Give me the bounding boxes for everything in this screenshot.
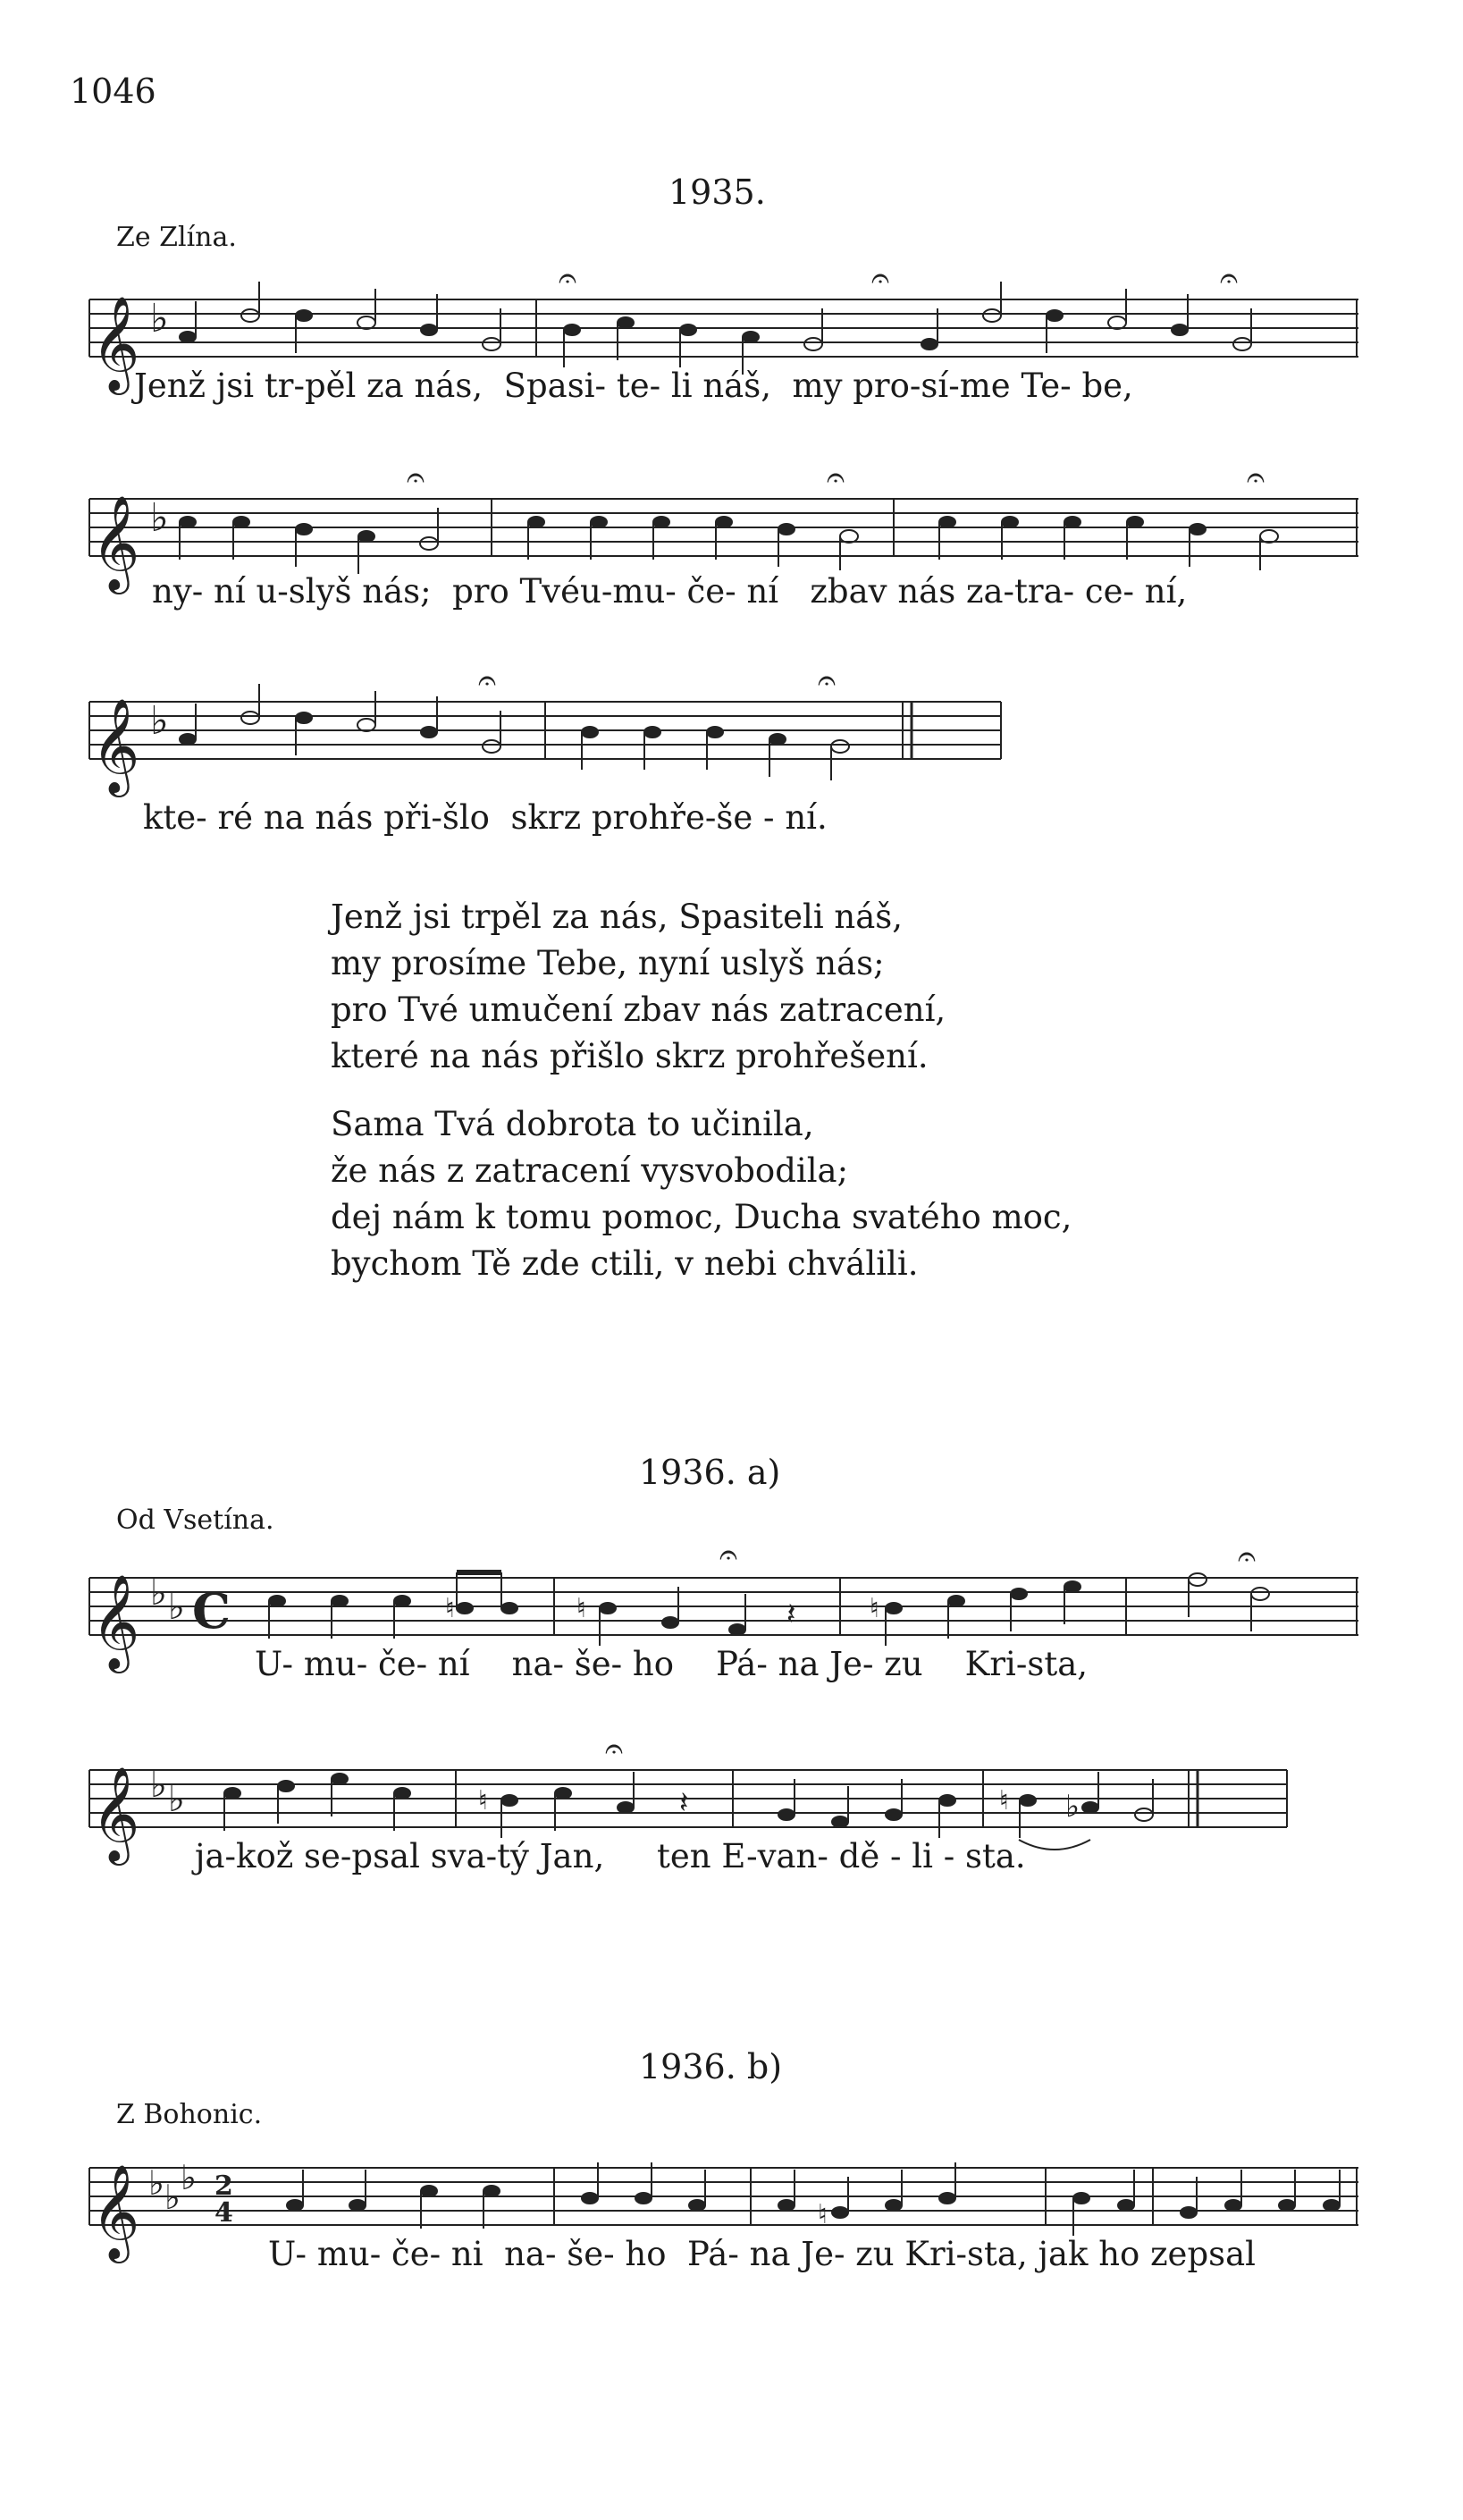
svg-text:𝄐: 𝄐	[605, 1731, 624, 1767]
svg-text:♮: ♮	[445, 1593, 455, 1624]
lyric-syllable: nás,	[414, 367, 483, 405]
lyric-syllable: ny-	[152, 572, 204, 611]
lyric-syllable: u-mu-	[580, 572, 677, 611]
lyrics-line	[134, 367, 1133, 405]
svg-text:𝄞: 𝄞	[91, 697, 140, 793]
verse-line: že nás z zatracení vysvobodila;	[331, 1151, 849, 1190]
lyric-syllable: jak	[1038, 2235, 1089, 2273]
svg-text:𝄽: 𝄽	[786, 1597, 796, 1632]
lyric-syllable: za-tra-	[965, 572, 1075, 611]
lyric-syllable: skrz	[510, 798, 582, 837]
svg-text:♭: ♭	[181, 2158, 197, 2197]
verse-line: dej nám k tomu pomoc, Ducha svatého moc,	[331, 1198, 1072, 1236]
svg-text:♭: ♭	[1065, 1789, 1080, 1825]
lyric-syllable: še-	[567, 2235, 615, 2273]
lyric-syllable: -	[890, 1837, 902, 1875]
lyric-syllable: Spasi-	[503, 367, 607, 405]
lyric-syllable: na-	[511, 1645, 564, 1683]
svg-text:𝄐: 𝄐	[559, 260, 577, 297]
svg-text:♭: ♭	[168, 1779, 185, 1820]
lyric-syllable: če-	[686, 572, 736, 611]
svg-text:2: 2	[214, 2170, 233, 2202]
lyric-syllable: mu-	[316, 2235, 382, 2273]
lyrics-line	[152, 572, 1187, 611]
lyric-syllable: U-	[255, 1645, 294, 1683]
lyric-syllable: Je-	[829, 1645, 874, 1683]
lyric-syllable: ni	[450, 2235, 483, 2273]
verse-line: pro Tvé umučení zbav nás zatracení,	[331, 990, 946, 1029]
verse-stanza-1	[331, 894, 946, 1080]
svg-text:♮: ♮	[818, 2199, 828, 2230]
svg-text:♭: ♭	[168, 1587, 185, 1628]
lyrics-line	[255, 1645, 1088, 1683]
song-number-1936b: 1936. b)	[639, 2047, 783, 2086]
svg-text:♮: ♮	[478, 1785, 488, 1816]
svg-text:♭: ♭	[150, 1765, 167, 1806]
lyric-syllable: če-	[391, 2235, 441, 2273]
lyric-syllable: náš,	[702, 367, 771, 405]
lyric-syllable: -	[763, 798, 775, 837]
svg-text:♮: ♮	[576, 1593, 586, 1624]
lyric-syllable: nás	[897, 572, 956, 611]
lyric-syllable: Te-	[1021, 367, 1072, 405]
svg-text:4: 4	[214, 2197, 233, 2229]
lyric-syllable: ja-kož	[195, 1837, 294, 1875]
verse-line: které na nás přišlo skrz prohřešení.	[331, 1037, 929, 1075]
lyric-syllable: ho	[625, 2235, 667, 2273]
lyric-syllable: Je-	[801, 2235, 845, 2273]
lyric-syllable: při-šlo	[383, 798, 490, 837]
svg-text:♮: ♮	[870, 1593, 879, 1624]
lyric-syllable: u-slyš	[256, 572, 352, 611]
lyric-syllable: ten	[657, 1837, 711, 1875]
lyrics-line	[268, 2235, 1256, 2273]
lyric-syllable: na	[778, 1645, 820, 1683]
lyric-syllable: za	[366, 367, 404, 405]
lyric-syllable: ní	[214, 572, 246, 611]
lyric-syllable: be,	[1081, 367, 1133, 405]
svg-text:𝄞: 𝄞	[91, 1766, 140, 1861]
page-number: 1046	[70, 72, 156, 111]
lyric-syllable: Pá-	[716, 1645, 768, 1683]
lyrics-line	[143, 798, 828, 837]
lyric-syllable: jsi	[215, 367, 255, 405]
svg-text:𝄐: 𝄐	[818, 662, 837, 699]
lyric-syllable: zbav	[810, 572, 887, 611]
lyric-syllable: sva-tý	[430, 1837, 529, 1875]
lyric-syllable: kte-	[143, 798, 207, 837]
lyric-syllable: dě	[838, 1837, 880, 1875]
lyric-syllable: te-	[616, 367, 661, 405]
svg-text:♭: ♭	[150, 495, 169, 541]
verse-line: Jenž jsi trpěl za nás, Spasiteli náš,	[331, 898, 904, 936]
lyric-syllable: pro	[452, 572, 509, 611]
lyric-syllable: nás;	[362, 572, 432, 611]
svg-text:𝄐: 𝄐	[871, 260, 890, 297]
svg-text:𝄐: 𝄐	[478, 662, 497, 699]
svg-text:♭: ♭	[150, 296, 169, 341]
lyric-syllable: se-psal	[304, 1837, 420, 1875]
svg-text:𝄞: 𝄞	[91, 295, 140, 391]
song-number-1935: 1935.	[668, 173, 766, 212]
lyric-syllable: na	[263, 798, 305, 837]
svg-text:♭: ♭	[150, 1572, 167, 1614]
verse-line: Sama Tvá dobrota to učinila,	[331, 1105, 814, 1143]
lyric-syllable: ho	[632, 1645, 675, 1683]
verse-line: my prosíme Tebe, nyní uslyš nás;	[331, 944, 885, 982]
lyric-syllable: Kri-sta,	[964, 1645, 1089, 1683]
svg-text:♭: ♭	[164, 2178, 181, 2217]
lyric-syllable: li	[670, 367, 693, 405]
lyric-syllable: ré	[217, 798, 254, 837]
svg-text:𝄞: 𝄞	[91, 494, 140, 590]
svg-text:♮: ♮	[999, 1785, 1009, 1816]
svg-text:𝄐: 𝄐	[827, 459, 845, 496]
lyric-syllable: -	[943, 1837, 955, 1875]
lyric-syllable: U-	[268, 2235, 307, 2273]
music-staff	[71, 662, 1019, 793]
lyric-syllable: Tvé	[519, 572, 581, 611]
verse-stanza-2	[331, 1101, 1072, 1287]
svg-text:𝄞: 𝄞	[91, 2163, 140, 2259]
song-origin-1936b: Z Bohonic.	[116, 2099, 263, 2130]
lyric-syllable: nás	[315, 798, 374, 837]
lyric-syllable: ho	[1098, 2235, 1140, 2273]
song-origin-1936a: Od Vsetína.	[116, 1504, 274, 1536]
lyric-syllable: zepsal	[1150, 2235, 1257, 2273]
lyric-syllable: ní	[746, 572, 779, 611]
lyric-syllable: tr-pěl	[264, 367, 357, 405]
lyric-syllable: na-	[504, 2235, 557, 2273]
svg-text:♭: ♭	[150, 698, 169, 744]
svg-text:𝄐: 𝄐	[719, 1537, 738, 1573]
svg-text:C: C	[192, 1582, 231, 1639]
song-origin-1935: Ze Zlína.	[116, 222, 237, 253]
lyric-syllable: mu-	[303, 1645, 368, 1683]
lyric-syllable: ní	[437, 1645, 470, 1683]
lyric-syllable: zu	[884, 1645, 923, 1683]
lyric-syllable: pro-sí-me	[853, 367, 1011, 405]
svg-text:𝄐: 𝄐	[1247, 459, 1265, 496]
lyric-syllable: Pá-	[687, 2235, 739, 2273]
svg-text:𝄞: 𝄞	[91, 1573, 140, 1669]
svg-text:𝄐: 𝄐	[1238, 1538, 1257, 1575]
svg-text:𝄐: 𝄐	[1220, 260, 1239, 297]
svg-text:𝄐: 𝄐	[407, 459, 425, 496]
lyric-syllable: my	[792, 367, 843, 405]
lyric-syllable: ní,	[1144, 572, 1188, 611]
lyric-syllable: še-	[574, 1645, 623, 1683]
lyric-syllable: Jan,	[539, 1837, 605, 1875]
lyric-syllable: E-van-	[721, 1837, 828, 1875]
lyric-syllable: na	[749, 2235, 791, 2273]
lyric-syllable: sta.	[965, 1837, 1026, 1875]
lyric-syllable: zu	[855, 2235, 895, 2273]
lyric-syllable: Kri-sta,	[904, 2235, 1028, 2273]
song-number-1936a: 1936. a)	[639, 1453, 781, 1492]
lyric-syllable: ní.	[785, 798, 828, 837]
verse-line: bychom Tě zde ctili, v nebi chválili.	[331, 1244, 919, 1283]
lyric-syllable: ce-	[1084, 572, 1135, 611]
svg-text:♭: ♭	[148, 2163, 164, 2203]
lyric-syllable: Jenž	[134, 367, 206, 405]
svg-text:𝄽: 𝄽	[679, 1785, 689, 1821]
lyric-syllable: če-	[378, 1645, 428, 1683]
lyric-syllable: prohře-še	[591, 798, 753, 837]
lyric-syllable: li	[912, 1837, 933, 1875]
lyrics-line	[195, 1837, 1026, 1875]
